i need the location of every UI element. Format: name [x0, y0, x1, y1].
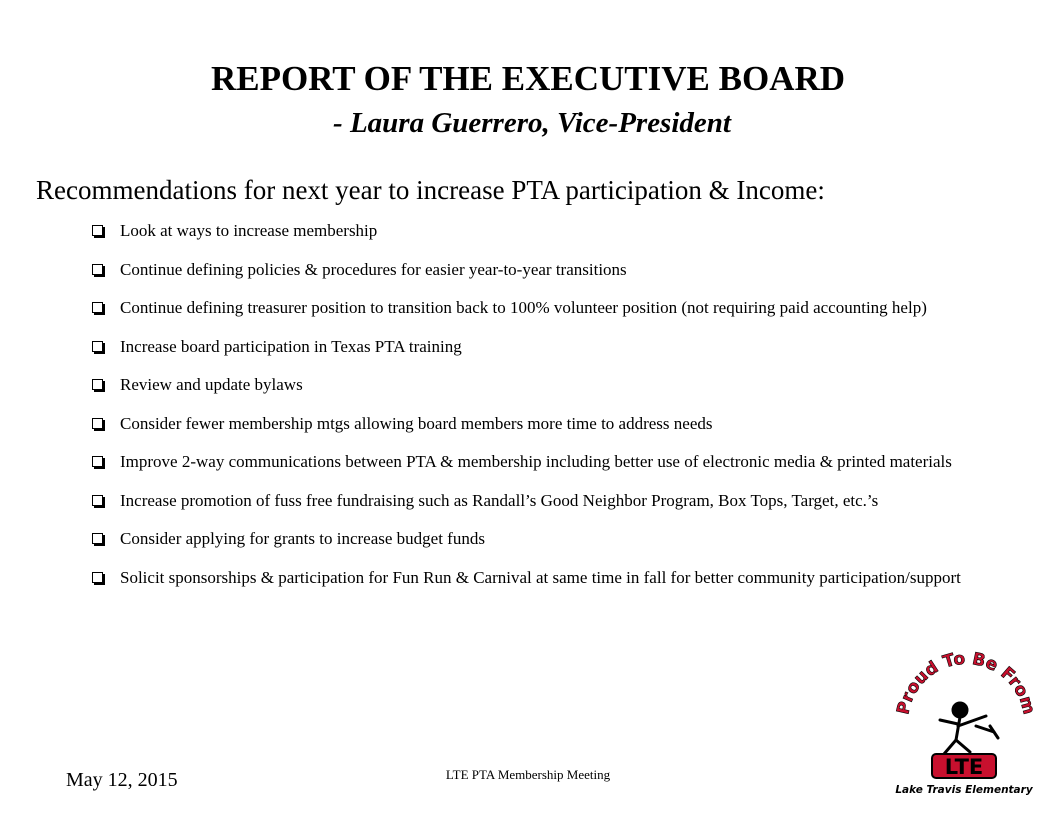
checkbox-bullet-icon [92, 379, 103, 390]
checkbox-bullet-icon [92, 456, 103, 467]
list-item-text: Increase promotion of fuss free fundraising such as Randall’s Good Neighbor Program, Box Tops, Target, etc.’s [120, 490, 879, 510]
list-item [92, 413, 962, 435]
list-item-text: Look at ways to increase membership [120, 221, 378, 240]
checkbox-bullet-icon [92, 495, 103, 506]
checkbox-bullet-icon [92, 341, 103, 352]
checkbox-bullet-icon [92, 418, 103, 429]
slide-subtitle: - Laura Guerrero, Vice-President [333, 107, 731, 139]
list-item [92, 490, 962, 512]
list-item [92, 528, 962, 550]
logo-badge-text: LTE [944, 755, 984, 779]
slide-footer: LTE PTA Membership Meeting [445, 767, 611, 782]
list-item-text: Consider fewer membership mtgs allowing board members more time to address needs [120, 413, 713, 433]
list-item [92, 336, 962, 358]
list-item-text: Consider applying for grants to increase budget funds [120, 529, 485, 548]
list-item-text: Improve 2-way communications between PTA & membership including better use of electronic media & printed materials [120, 452, 952, 471]
list-item-text: Continue defining treasurer position to transition back to 100% volunteer position (not requiring paid accounting help) [120, 298, 927, 317]
school-logo [890, 640, 1040, 800]
logo-arc-text: Proud To Be From [893, 648, 1039, 717]
list-item [92, 259, 962, 281]
checkbox-bullet-icon [92, 302, 103, 313]
recommendations-heading: Recommendations for next year to increase PTA participation & Income: [36, 175, 825, 205]
list-item-text: Solicit sponsorships & participation for Fun Run & Carnival at same time in fall for better community participation/support [120, 567, 961, 587]
checkbox-bullet-icon [92, 264, 103, 275]
slide-title: REPORT OF THE EXECUTIVE BOARD [210, 59, 846, 98]
checkbox-bullet-icon [92, 533, 103, 544]
list-item-text: Review and update bylaws [120, 375, 303, 394]
logo-school-name: Lake Travis Elementary [895, 784, 1033, 796]
mascot-icon [940, 703, 998, 754]
list-item [92, 451, 962, 473]
list-item-text: Increase board participation in Texas PTA training [120, 336, 462, 356]
list-item-text: Continue defining policies & procedures for easier year-to-year transitions [120, 259, 627, 279]
list-item [92, 297, 962, 319]
list-item [92, 374, 962, 396]
recommendations-list [92, 220, 962, 605]
checkbox-bullet-icon [92, 572, 103, 583]
list-item [92, 567, 962, 589]
slide-date: May 12, 2015 [66, 769, 178, 791]
checkbox-bullet-icon [92, 225, 103, 236]
list-item [92, 220, 962, 242]
